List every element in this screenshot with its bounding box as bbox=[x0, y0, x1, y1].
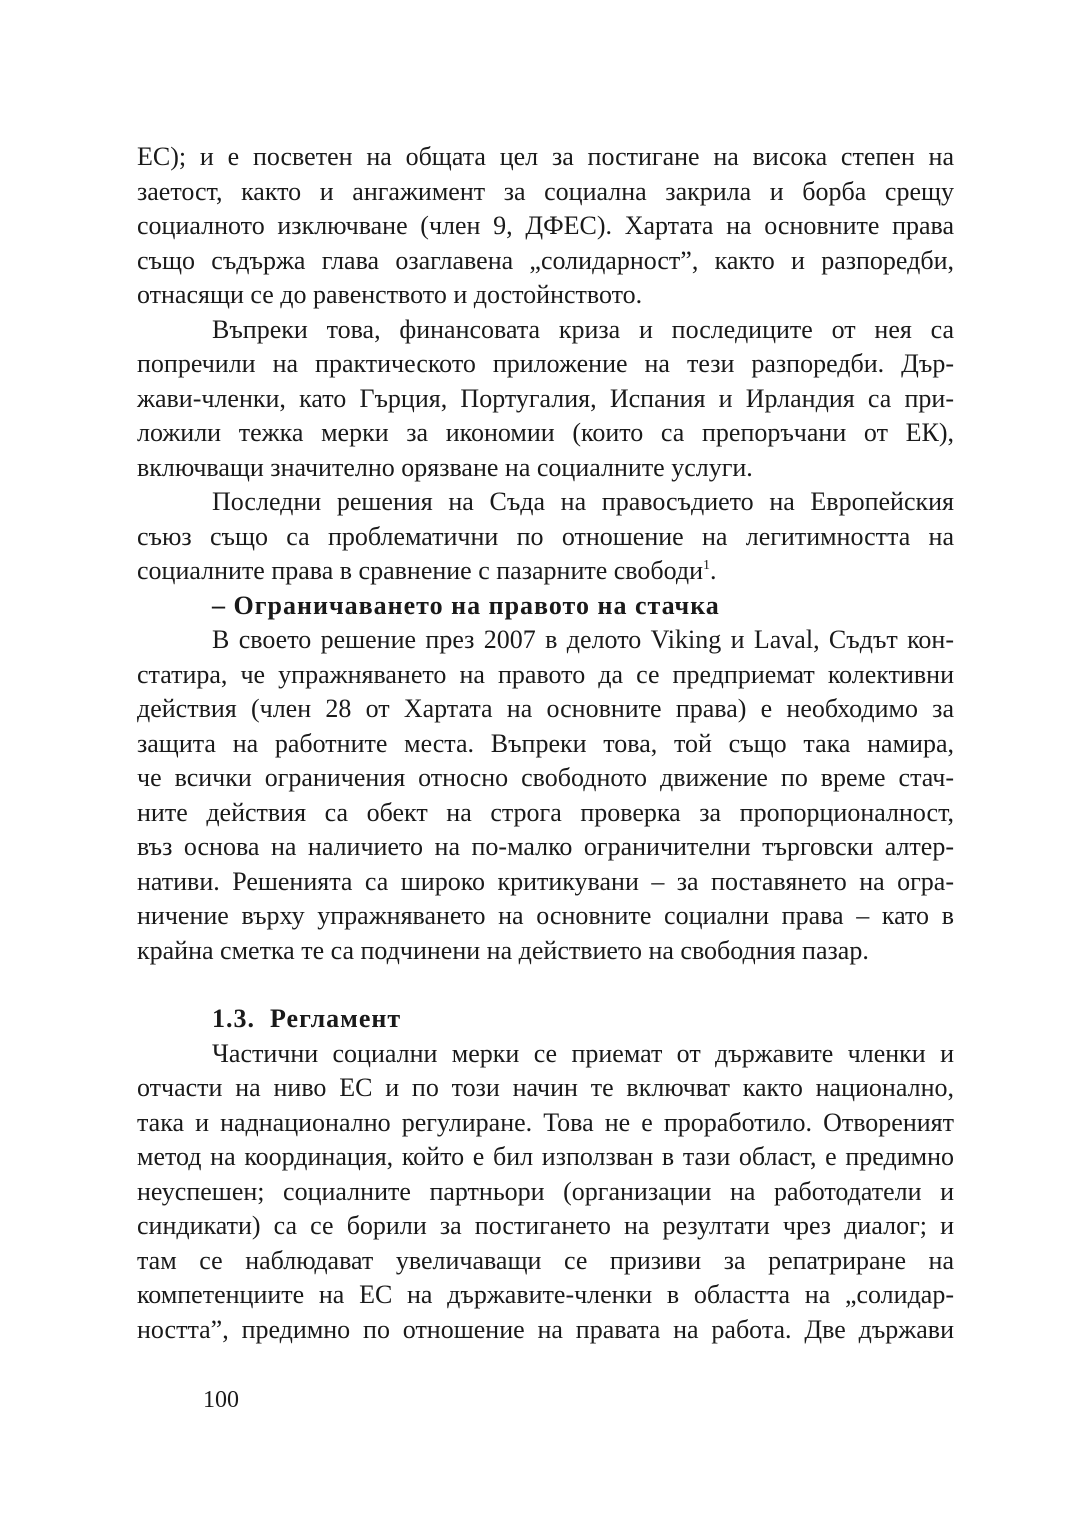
text-line bbox=[137, 554, 954, 589]
section-heading-text: 1.3. Регламент bbox=[212, 1004, 402, 1033]
text-line: въз основа на наличието на по-малко ограничителни търговски алтер- bbox=[137, 832, 954, 861]
text-line: отнасящи се до равенството и достойнството. bbox=[137, 280, 643, 309]
text-line: включващи значително орязване на социалните услуги. bbox=[137, 452, 753, 482]
text-line: действия (член 28 от Хартата на основните права) е необходимо за bbox=[137, 694, 954, 723]
paragraph-1 bbox=[137, 140, 954, 313]
text-line: отчасти на ниво ЕС и по този начин те включват както национално, bbox=[137, 1073, 954, 1102]
text-line: защита на работните места. Въпреки това, той също така намира, bbox=[137, 728, 954, 758]
subheading bbox=[137, 589, 954, 624]
text-line: попречили на практическото приложение на тези разпоредби. Дър- bbox=[137, 349, 954, 378]
paragraph-3 bbox=[137, 485, 954, 589]
text-line: съюз също са проблематични по отношение на легитимността на bbox=[137, 521, 954, 551]
text-line: жави-членки, като Гърция, Португалия, Испания и Ирландия са при- bbox=[137, 383, 954, 413]
footnote-reference[interactable]: 1 bbox=[703, 558, 711, 573]
text-line: заетост, както и ангажимент за социална закрила и борба срещу bbox=[137, 176, 954, 206]
text-line: неуспешен; социалните партньори (организации на работодатели и bbox=[137, 1176, 954, 1206]
text-line: също съдържа глава озаглавена „солидарност”, както и разпоредби, bbox=[137, 245, 954, 275]
section-heading bbox=[137, 1002, 954, 1037]
text-line: Въпреки това, финансовата криза и последиците от нея са bbox=[212, 314, 954, 344]
text-line: крайна сметка те са подчинени на действието на свободния пазар. bbox=[137, 935, 869, 965]
text-line: В своето решение през 2007 в делото Viking и Laval, Съдът кон- bbox=[212, 625, 954, 654]
section-spacer bbox=[137, 968, 954, 1002]
text-line: компетенциите на ЕС на държавите-членки в областта на „солидар- bbox=[137, 1280, 954, 1309]
sentence-end: . bbox=[710, 556, 717, 585]
text-line: ничение върху упражняването на основните социални права – като в bbox=[137, 901, 954, 930]
text-line: нативи. Решенията са широко критикувани – за поставянето на огра- bbox=[137, 866, 954, 896]
text-line: статира, че упражняването на правото да се предприемат колективни bbox=[137, 659, 954, 689]
text-line: метод на координация, който е бил използван в тази област, е предимно bbox=[137, 1142, 954, 1171]
text-line: че всички ограничения относно свободното движение по време стач- bbox=[137, 763, 954, 792]
text-line-content: социалните права в сравнение с пазарните свободи bbox=[137, 556, 704, 585]
text-line: ността”, предимно по отношение на правата на работа. Две държави bbox=[137, 1314, 954, 1344]
paragraph-4 bbox=[137, 623, 954, 968]
page-number: 100 bbox=[203, 1387, 239, 1413]
text-line: социалното изключване (член 9, ДФЕС). Хартата на основните права bbox=[137, 211, 954, 240]
text-line: ложили тежка мерки за икономии (които са препоръчани от ЕК), bbox=[137, 418, 954, 447]
text-line: там се наблюдават увеличаващи се призиви за репатриране на bbox=[137, 1245, 954, 1275]
text-line: ЕС); и е посветен на общата цел за постигане на висока степен на bbox=[137, 142, 954, 171]
paragraph-2 bbox=[137, 313, 954, 486]
text-line: Последни решения на Съда на правосъдието на Европейския bbox=[212, 487, 954, 516]
text-line: Частични социални мерки се приемат от държавите членки и bbox=[212, 1038, 954, 1068]
text-line: синдикати) са се борили за постигането на резултати чрез диалог; и bbox=[137, 1211, 954, 1240]
paragraph-5 bbox=[137, 1037, 954, 1348]
document-page bbox=[137, 140, 954, 1347]
subheading-text: – Ограничаването на правото на стачка bbox=[212, 590, 720, 620]
text-line: ните действия са обект на строга проверка за пропорционалност, bbox=[137, 797, 954, 827]
text-line: така и наднационално регулиране. Това не е проработило. Отвореният bbox=[137, 1107, 954, 1137]
